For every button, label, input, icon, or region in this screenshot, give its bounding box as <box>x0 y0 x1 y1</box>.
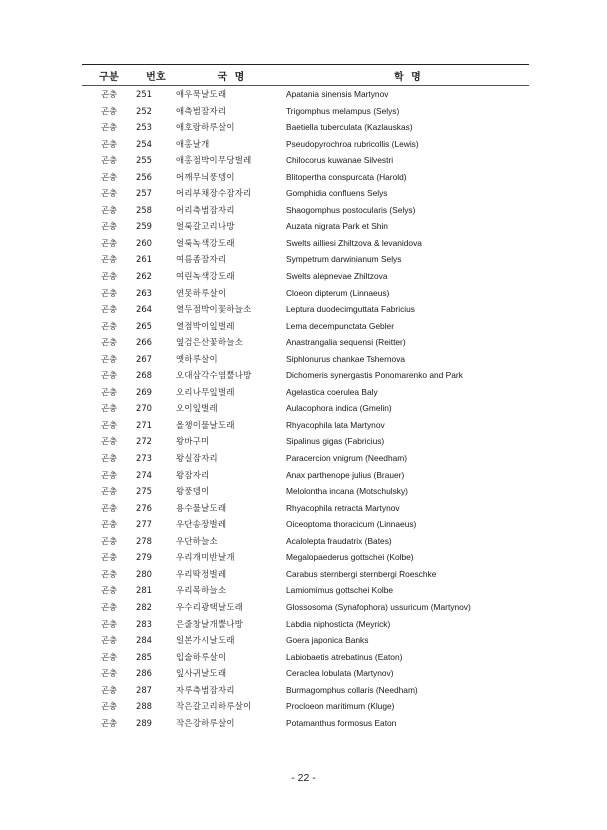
row-scientific-name: Rhyacophila retracta Martynov <box>286 502 400 513</box>
row-category: 곤충 <box>100 568 118 579</box>
table-row <box>82 103 529 120</box>
header-number: 번호 <box>136 65 176 86</box>
table-row <box>82 533 529 550</box>
row-scientific-name: Baetiella tuberculata (Kazlauskas) <box>286 122 413 133</box>
row-number: 283 <box>136 618 152 629</box>
row-number: 265 <box>136 320 152 331</box>
row-category: 곤충 <box>100 188 118 199</box>
row-category: 곤충 <box>100 486 118 497</box>
row-scientific-name: Rhyacophila lata Martynov <box>286 419 385 430</box>
row-number: 278 <box>136 535 152 546</box>
row-number: 257 <box>136 188 152 199</box>
row-number: 264 <box>136 304 152 315</box>
table-row <box>82 500 529 517</box>
row-korean-name: 우리딱정벌레 <box>176 568 227 579</box>
row-category: 곤충 <box>100 436 118 447</box>
table-row <box>82 599 529 616</box>
row-category: 곤충 <box>100 668 118 679</box>
row-category: 곤충 <box>100 122 118 133</box>
table-row <box>82 384 529 401</box>
row-scientific-name: Oiceoptoma thoracicum (Linnaeus) <box>286 519 417 530</box>
row-korean-name: 옛하루살이 <box>176 353 218 364</box>
table-body <box>82 86 529 732</box>
table-row <box>82 516 529 533</box>
row-korean-name: 여린녹색강도래 <box>176 271 235 282</box>
row-number: 260 <box>136 237 152 248</box>
row-category: 곤충 <box>100 254 118 265</box>
row-category: 곤충 <box>100 419 118 430</box>
row-category: 곤충 <box>100 535 118 546</box>
row-number: 262 <box>136 271 152 282</box>
row-category: 곤충 <box>100 370 118 381</box>
row-scientific-name: Anax parthenope julius (Brauer) <box>286 469 405 480</box>
row-number: 275 <box>136 486 152 497</box>
row-scientific-name: Potamanthus formosus Eaton <box>286 717 397 728</box>
table-row <box>82 632 529 649</box>
row-korean-name: 애홍점박이무당벌레 <box>176 155 252 166</box>
row-scientific-name: Agelastica coerulea Baly <box>286 386 378 397</box>
header-scientific-name: 학 명 <box>286 65 529 86</box>
row-korean-name: 여름좀잠자리 <box>176 254 227 265</box>
row-number: 277 <box>136 519 152 530</box>
row-number: 253 <box>136 122 152 133</box>
page-number: - 22 - <box>291 772 316 784</box>
row-korean-name: 우리개미반날개 <box>176 552 235 563</box>
row-korean-name: 애우묵날도래 <box>176 89 227 99</box>
row-scientific-name: Siphlonurus chankae Tshernova <box>286 353 406 364</box>
row-number: 287 <box>136 684 152 695</box>
row-category: 곤충 <box>100 105 118 116</box>
table-row <box>82 367 529 384</box>
row-scientific-name: Shaogomphus postocularis (Selys) <box>286 204 416 215</box>
row-scientific-name: Sympetrum darwinianum Selys <box>286 254 402 265</box>
row-scientific-name: Auzata nigrata Park et Shin <box>286 221 388 232</box>
table-row <box>82 334 529 351</box>
row-korean-name: 왕잠자리 <box>176 469 210 480</box>
row-korean-name: 얼룩갈고리나방 <box>176 221 235 232</box>
row-category: 곤충 <box>100 635 118 646</box>
table-row <box>82 318 529 335</box>
header-korean-name: 국 명 <box>176 65 286 86</box>
row-scientific-name: Sipalinus gigas (Fabricius) <box>286 436 385 447</box>
row-category: 곤충 <box>100 320 118 331</box>
table-row <box>82 136 529 153</box>
row-korean-name: 잎사귀날도래 <box>176 668 227 679</box>
row-korean-name: 작은갈고리하루살이 <box>176 701 252 712</box>
table-row <box>82 450 529 467</box>
row-korean-name: 연못하루살이 <box>176 287 227 298</box>
row-scientific-name: Burmagomphus collaris (Needham) <box>286 684 418 695</box>
table-row <box>82 582 529 599</box>
row-category: 곤충 <box>100 701 118 712</box>
row-korean-name: 애홍날개 <box>176 138 210 149</box>
row-number: 270 <box>136 403 152 414</box>
row-scientific-name: Acalolepta fraudatrix (Bates) <box>286 535 392 546</box>
row-number: 271 <box>136 419 152 430</box>
row-category: 곤충 <box>100 403 118 414</box>
row-category: 곤충 <box>100 469 118 480</box>
row-korean-name: 오리나무잎벌레 <box>176 386 235 397</box>
row-category: 곤충 <box>100 618 118 629</box>
row-scientific-name: Goera japonica Banks <box>286 635 369 646</box>
row-number: 269 <box>136 386 152 397</box>
row-scientific-name: Ceraclea lobulata (Martynov) <box>286 668 394 679</box>
header-row <box>82 65 529 86</box>
row-number: 255 <box>136 155 152 166</box>
row-category: 곤충 <box>100 337 118 348</box>
row-number: 273 <box>136 453 152 464</box>
row-number: 288 <box>136 701 152 712</box>
row-number: 289 <box>136 717 152 728</box>
row-korean-name: 우단하늘소 <box>176 535 218 546</box>
table-row <box>82 185 529 202</box>
table-row <box>82 285 529 302</box>
table-row <box>82 649 529 666</box>
row-scientific-name: Cloeon dipterum (Linnaeus) <box>286 287 390 298</box>
row-number: 284 <box>136 635 152 646</box>
row-scientific-name: Lamiomimus gottschei Kolbe <box>286 585 394 596</box>
row-number: 254 <box>136 138 152 149</box>
row-scientific-name: Megalopaederus gottschei (Kolbe) <box>286 552 414 563</box>
row-korean-name: 어깨무늬풍뎅이 <box>176 171 235 182</box>
row-category: 곤충 <box>100 138 118 149</box>
row-korean-name: 열두점박이꽃하늘소 <box>176 304 252 315</box>
row-category: 곤충 <box>100 502 118 513</box>
row-scientific-name: Anastrangalia sequensi (Reitter) <box>286 337 406 348</box>
row-number: 256 <box>136 171 152 182</box>
row-korean-name: 오대삼각수염뿔나방 <box>176 370 252 381</box>
row-number: 276 <box>136 502 152 513</box>
table-row <box>82 417 529 434</box>
row-category: 곤충 <box>100 221 118 232</box>
row-category: 곤충 <box>100 453 118 464</box>
row-korean-name: 얼룩녹색강도래 <box>176 237 235 248</box>
row-number: 272 <box>136 436 152 447</box>
table-row <box>82 715 529 732</box>
table-row <box>82 433 529 450</box>
row-korean-name: 우수리광택날도래 <box>176 601 244 612</box>
row-category: 곤충 <box>100 585 118 596</box>
table-row <box>82 467 529 484</box>
row-scientific-name: Leptura duodecimguttata Fabricius <box>286 304 415 315</box>
row-korean-name: 우단송장벌레 <box>176 519 227 530</box>
row-category: 곤충 <box>100 519 118 530</box>
row-korean-name: 애호랑하루살이 <box>176 122 235 133</box>
header-category: 구분 <box>82 65 136 86</box>
table-row <box>82 549 529 566</box>
row-number: 267 <box>136 353 152 364</box>
row-scientific-name: Paracercion vnigrum (Needham) <box>286 453 408 464</box>
row-scientific-name: Gomphidia confluens Selys <box>286 188 388 199</box>
table-row <box>82 566 529 583</box>
row-scientific-name: Labdia niphosticta (Meyrick) <box>286 618 391 629</box>
table-row <box>82 152 529 169</box>
row-number: 282 <box>136 601 152 612</box>
row-category: 곤충 <box>100 601 118 612</box>
row-category: 곤충 <box>100 204 118 215</box>
row-korean-name: 열점박이잎벌레 <box>176 320 235 331</box>
row-number: 258 <box>136 204 152 215</box>
row-number: 279 <box>136 552 152 563</box>
row-korean-name: 어리측범잠자리 <box>176 204 235 215</box>
row-korean-name: 올챙이물날도래 <box>176 419 235 430</box>
row-korean-name: 옆검은산꽃하늘소 <box>176 337 244 348</box>
row-korean-name: 오이잎벌레 <box>176 403 218 414</box>
row-number: 251 <box>136 89 152 99</box>
row-scientific-name: Pseudopyrochroa rubricollis (Lewis) <box>286 138 419 149</box>
row-scientific-name: Blitopertha conspurcata (Harold) <box>286 171 407 182</box>
row-scientific-name: Trigomphus melampus (Selys) <box>286 105 400 116</box>
table-row <box>82 351 529 368</box>
row-scientific-name: Aulacophora indica (Gmelin) <box>286 403 392 414</box>
table-row <box>82 251 529 268</box>
row-scientific-name: Procloeon maritimum (Kluge) <box>286 701 395 712</box>
row-korean-name: 왕풍뎅이 <box>176 486 210 497</box>
row-scientific-name: Dichomeris synergastis Ponomarenko and Park <box>286 370 463 381</box>
species-table <box>82 64 529 731</box>
row-category: 곤충 <box>100 552 118 563</box>
row-scientific-name: Chilocorus kuwanae Silvestri <box>286 155 394 166</box>
row-number: 281 <box>136 585 152 596</box>
row-korean-name: 왕바구미 <box>176 436 210 447</box>
row-korean-name: 어리부채장수잠자리 <box>176 188 252 199</box>
row-number: 263 <box>136 287 152 298</box>
table-row <box>82 665 529 682</box>
row-category: 곤충 <box>100 237 118 248</box>
row-korean-name: 일본가시날도래 <box>176 635 235 646</box>
table-row <box>82 169 529 186</box>
table-row <box>82 301 529 318</box>
table-row <box>82 235 529 252</box>
row-korean-name: 자루측범잠자리 <box>176 684 235 695</box>
row-category: 곤충 <box>100 287 118 298</box>
row-number: 286 <box>136 668 152 679</box>
row-scientific-name: Labiobaetis atrebatinus (Eaton) <box>286 651 403 662</box>
row-scientific-name: Swelts alepnevae Zhiltzova <box>286 271 388 282</box>
row-category: 곤충 <box>100 155 118 166</box>
row-number: 252 <box>136 105 152 116</box>
row-number: 261 <box>136 254 152 265</box>
row-category: 곤충 <box>100 651 118 662</box>
row-number: 280 <box>136 568 152 579</box>
row-number: 268 <box>136 370 152 381</box>
row-korean-name: 작은강하루살이 <box>176 717 235 728</box>
row-category: 곤충 <box>100 386 118 397</box>
row-number: 285 <box>136 651 152 662</box>
row-number: 266 <box>136 337 152 348</box>
row-scientific-name: Lema decempunctata Gebler <box>286 320 395 331</box>
table-row <box>82 483 529 500</box>
row-korean-name: 왕실잠자리 <box>176 453 218 464</box>
row-scientific-name: Melolontha incana (Motschulsky) <box>286 486 408 497</box>
table-row <box>82 616 529 633</box>
table-header <box>82 65 529 86</box>
row-category: 곤충 <box>100 171 118 182</box>
row-scientific-name: Glossosoma (Synafophora) ussuricum (Martynov) <box>286 601 471 612</box>
row-number: 274 <box>136 469 152 480</box>
table-row <box>82 218 529 235</box>
row-category: 곤충 <box>100 89 118 99</box>
row-number: 259 <box>136 221 152 232</box>
row-category: 곤충 <box>100 304 118 315</box>
row-scientific-name: Swelts ailliesi Zhiltzova & levanidova <box>286 237 422 248</box>
table-row <box>82 202 529 219</box>
row-category: 곤충 <box>100 717 118 728</box>
row-category: 곤충 <box>100 684 118 695</box>
table-row <box>82 86 529 103</box>
row-category: 곤충 <box>100 353 118 364</box>
row-korean-name: 우리목하늘소 <box>176 585 227 596</box>
row-korean-name: 은줄창날개뿔나방 <box>176 618 244 629</box>
row-korean-name: 용수물날도래 <box>176 502 227 513</box>
row-category: 곤충 <box>100 271 118 282</box>
table-row <box>82 400 529 417</box>
table-row <box>82 682 529 699</box>
row-scientific-name: Apatania sinensis Martynov <box>286 89 389 99</box>
row-korean-name: 입술하루살이 <box>176 651 227 662</box>
table-row <box>82 119 529 136</box>
table-row <box>82 268 529 285</box>
row-scientific-name: Carabus sternbergi sternbergi Roeschke <box>286 568 437 579</box>
table-row <box>82 698 529 715</box>
row-korean-name: 애측범잠자리 <box>176 105 227 116</box>
